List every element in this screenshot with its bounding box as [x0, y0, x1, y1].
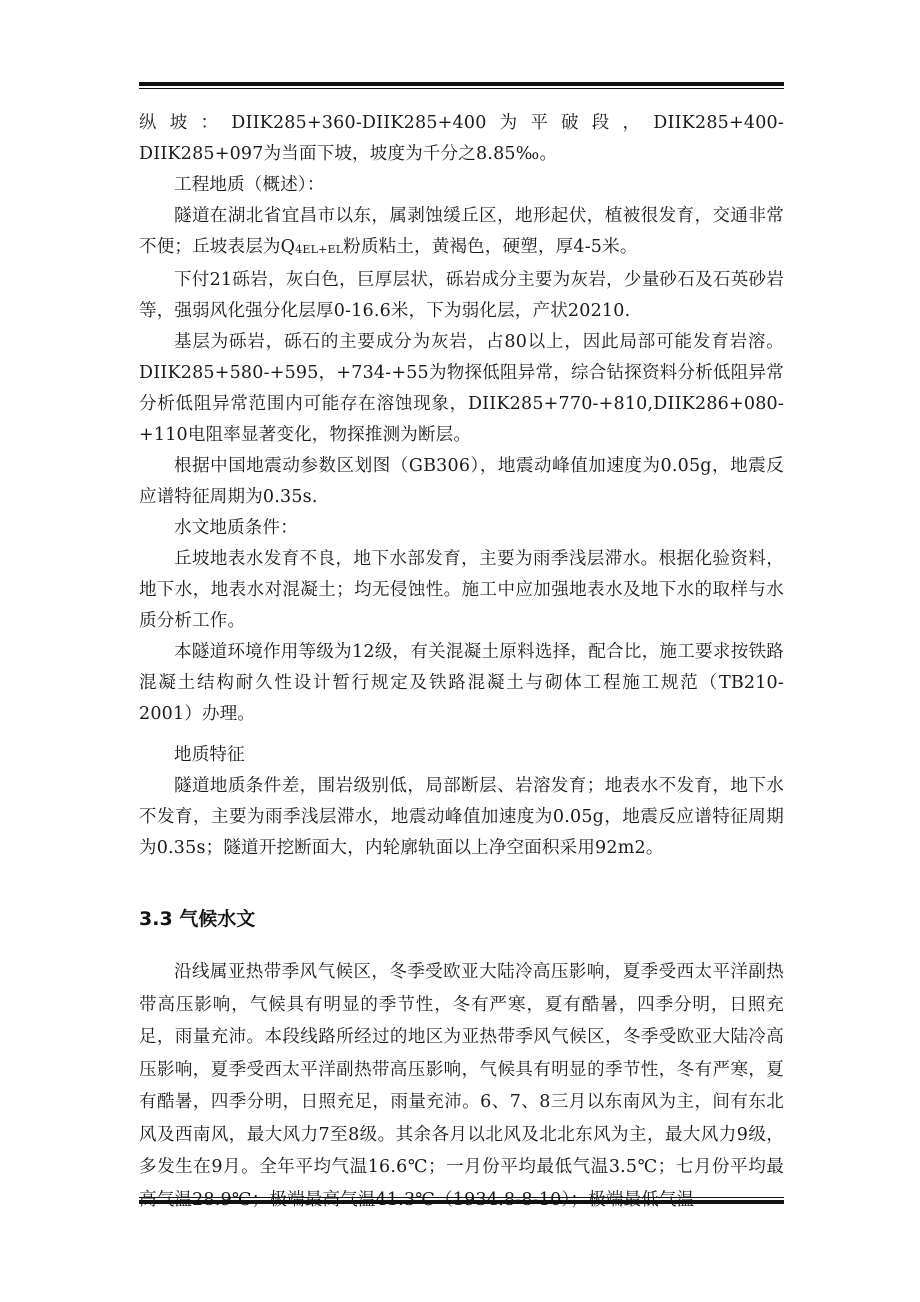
section-body-climate [139, 956, 784, 1216]
paragraph-geology-heading: 工程地质（概述）： [174, 175, 325, 195]
paragraph-bedrock: 基层为砾岩，砾石的主要成分为灰岩，占80以上，因此局部可能发育岩溶。DIIK285+580-+595，+734-+55为物探低阻异常，综合钻探资料分析低阻异常分析低阻异常范围内可能存在溶蚀现象，DIIK285+770-+810,DIIK286+080-+110电阻率显著变化，物探推测为断层。 [139, 332, 784, 445]
paragraph-tunnel-location-text: 隧道在湖北省宜昌市以东，属剥蚀缓丘区，地形起伏，植被很发育，交通非常不便；丘坡表层为 [139, 206, 784, 257]
paragraph-conglomerate: 下付21砾岩，灰白色，巨厚层状，砾岩成分主要为灰岩，少量砂石及石英砂岩等，强弱风化强分化层厚0-16.6米，下为弱化层，产状20210. [139, 270, 784, 321]
paragraph-environment: 本隧道环境作用等级为12级，有关混凝土原料选择，配合比，施工要求按铁路混凝土结构耐久性设计暂行规定及铁路混凝土与砌体工程施工规范（TB210-2001）办理。 [139, 642, 784, 724]
section-heading-climate: 3.3 气候水文 [139, 908, 256, 930]
header-rule-thick [139, 82, 784, 86]
footer-rule [139, 1197, 784, 1204]
footer-rule-thick [139, 1200, 784, 1204]
header-rule [139, 82, 784, 89]
paragraph-seismic: 根据中国地震动参数区划图（GB306），地震动峰值加速度为0.05g，地震反应谱特征周期为0.35s. [139, 456, 784, 507]
header-rule-thin [139, 88, 784, 89]
paragraph-geology-features: 隧道地质条件差，围岩级别低，局部断层、岩溶发育；地表水不发育，地下水不发育，主要为雨季浅层滞水，地震动峰值加速度为0.05g，地震反应谱特征周期为0.35s；隧道开挖断面大，内轮廓轨面以上净空面积采用92m2。 [139, 776, 784, 858]
soil-symbol: Q [280, 237, 296, 257]
paragraph-tunnel-location [139, 201, 784, 265]
paragraph-slope: 纵坡：DIIK285+360-DIIK285+400为平破段，DIIK285+400-DIIK285+097为当面下坡，坡度为千分之8.85‰。 [139, 113, 784, 164]
footer-rule-thin [139, 1197, 784, 1198]
document-body [139, 108, 784, 1216]
paragraph-geology-features-heading: 地质特征 [174, 745, 245, 765]
paragraph-hydrogeology: 丘坡地表水发育不良，地下水部发育，主要为雨季浅层滞水。根据化验资料，地下水，地表水对混凝土；均无侵蚀性。施工中应加强地表水及地下水的取样与水质分析工作。 [139, 549, 784, 631]
paragraph-tunnel-location-tail: 粉质粘土，黄褐色，硬塑，厚4-5米。 [343, 237, 638, 257]
paragraph-hydrogeology-heading: 水文地质条件： [174, 518, 298, 538]
paragraph-climate: 沿线属亚热带季风气候区，冬季受欧亚大陆冷高压影响，夏季受西太平洋副热带高压影响，气候具有明显的季节性，冬有严寒，夏有酷暑，四季分明，日照充足，雨量充沛。本段线路所经过的地区为亚热带季风气候区，冬季受欧亚大陆冷高压影响，夏季受西太平洋副热带高压影响，气候具有明显的季节性，冬有严寒，夏有酷暑，四季分明，日照充足，雨量充沛。6、7、8三月以东南风为主，间有东北风及西南风，最大风力7至8级。其余各月以北风及北北东风为主，最大风力9级，多发生在9月。全年平均气温16.6℃；一月份平均最低气温3.5℃；七月份平均最 [139, 962, 784, 1177]
soil-symbol-subscript: 4EL+EL [295, 243, 344, 256]
